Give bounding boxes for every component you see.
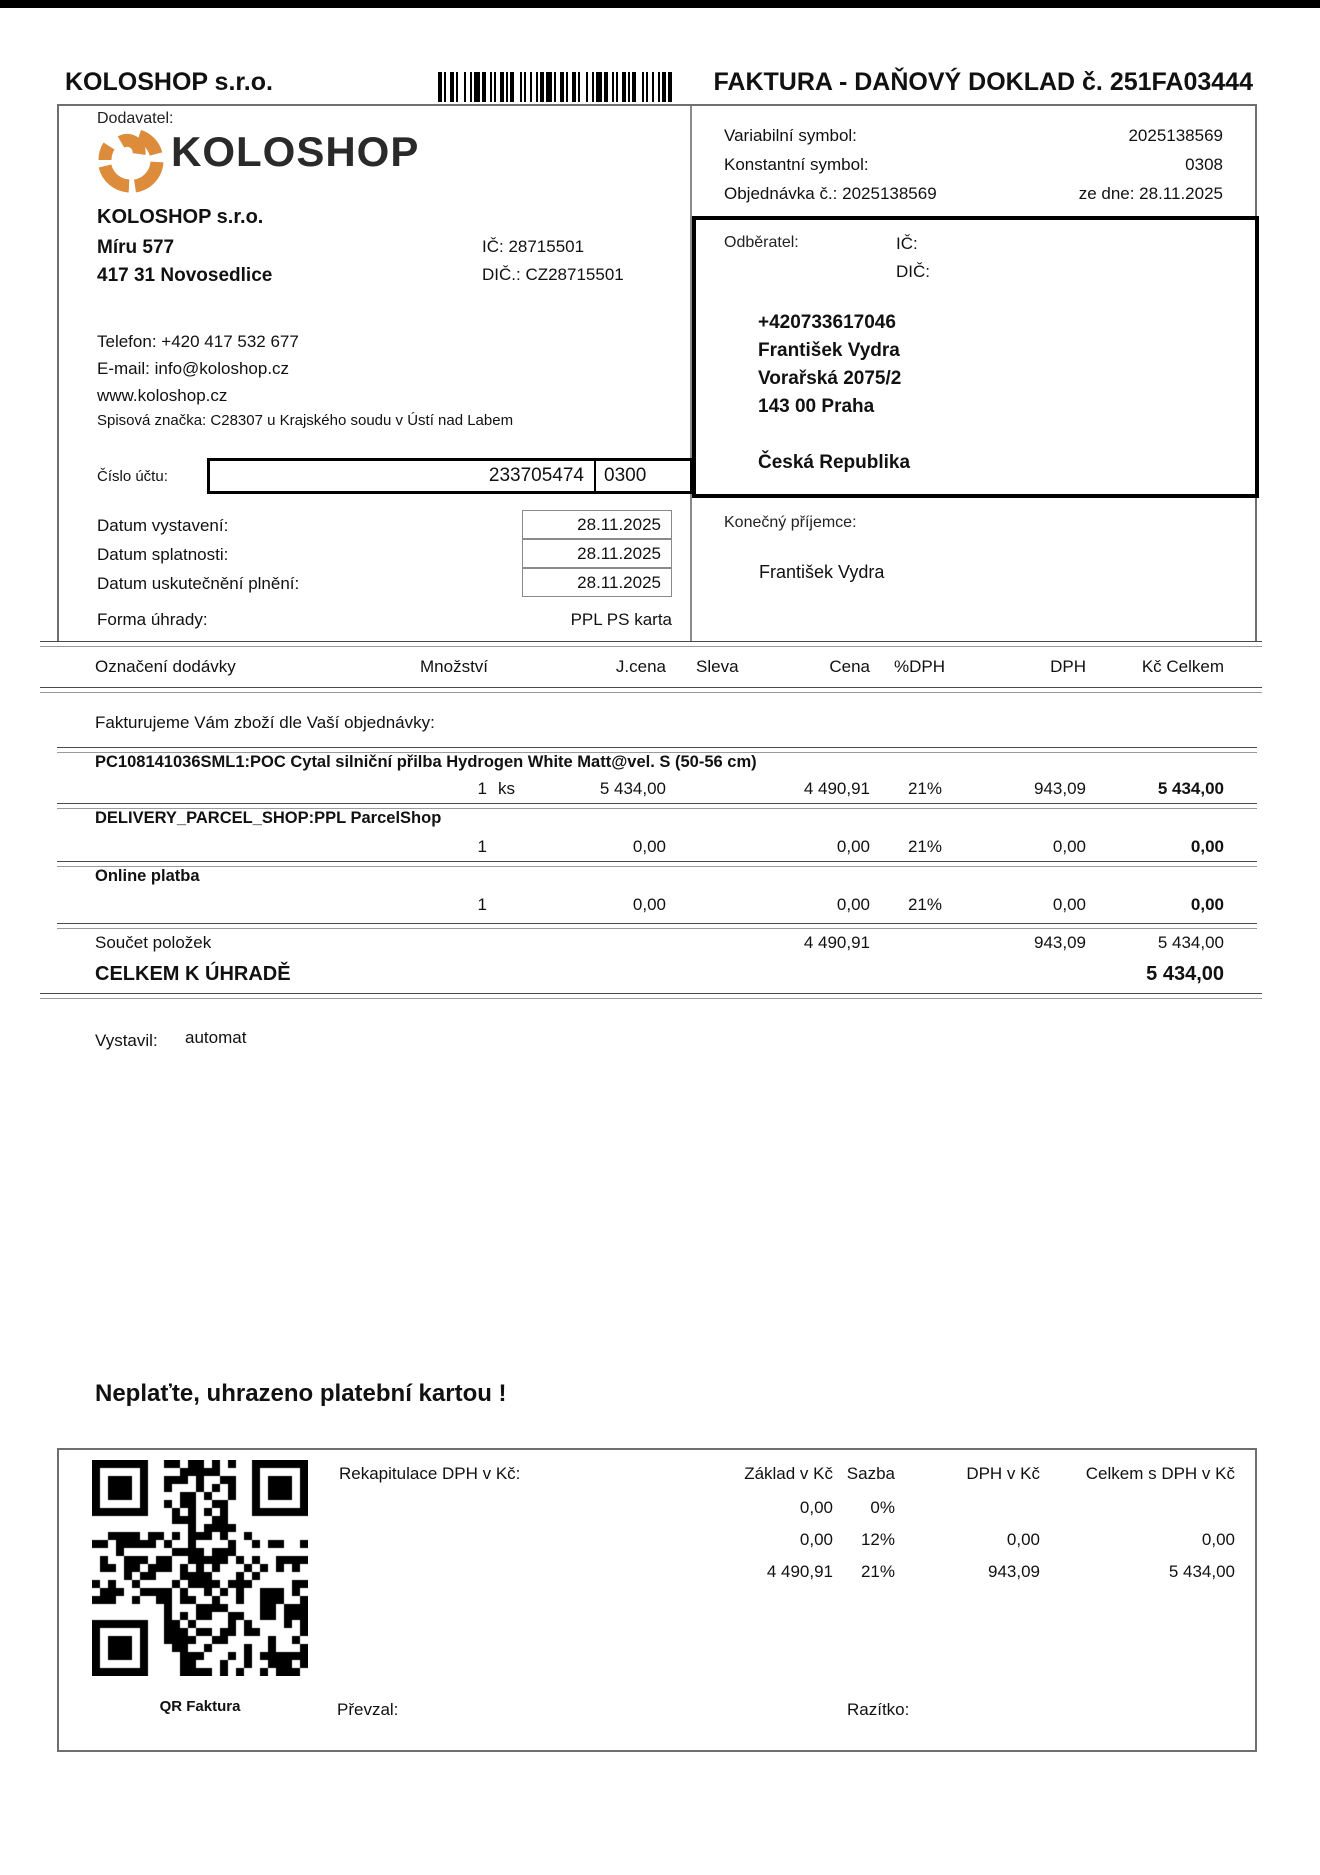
customer-box	[692, 216, 1259, 498]
table-rule-header-bottom	[40, 687, 1262, 693]
supplier-web: www.koloshop.cz	[97, 386, 228, 405]
supplier-section-label: Dodavatel:	[97, 110, 174, 127]
customer-section-label: Odběratel:	[724, 234, 799, 251]
col-header-vat-rate: %DPH	[894, 657, 946, 676]
col-header-price: Cena	[829, 657, 870, 676]
item-total: 0,00	[1190, 837, 1224, 856]
item-vat-rate: 21%	[907, 837, 942, 856]
customer-country: Česká Republika	[758, 452, 911, 473]
item-unit-price: 0,00	[632, 837, 666, 856]
stamp-label: Razítko:	[847, 1700, 910, 1719]
payment-method-label: Forma úhrady:	[97, 610, 208, 629]
date-supply-label: Datum uskutečnění plnění:	[97, 574, 300, 593]
item-vat-rate: 21%	[907, 779, 942, 798]
constant-symbol-label: Konstantní symbol:	[724, 155, 869, 174]
company-header: KOLOSHOP s.r.o.	[65, 68, 273, 96]
item-price: 4 490,91	[803, 779, 870, 798]
vat-col-total: Celkem s DPH v Kč	[1085, 1464, 1235, 1483]
item-total: 0,00	[1190, 895, 1224, 914]
received-by-label: Převzal:	[337, 1700, 399, 1719]
top-black-bar	[0, 0, 1320, 8]
payment-method-value: PPL PS karta	[570, 610, 672, 629]
item-qty: 1	[477, 837, 487, 856]
sum-label: Součet položek	[95, 933, 212, 952]
order-date: ze dne: 28.11.2025	[1078, 184, 1223, 203]
item-vat: 0,00	[1052, 895, 1086, 914]
item-name: Online platba	[95, 867, 200, 885]
grand-total-label: CELKEM K ÚHRADĚ	[95, 963, 291, 985]
item-total: 5 434,00	[1157, 779, 1224, 798]
vat-header-row	[59, 1464, 1255, 1488]
date-issue-label: Datum vystavení:	[97, 516, 229, 535]
supplier-name: KOLOSHOP s.r.o.	[97, 206, 264, 228]
supplier-registry: Spisová značka: C28307 u Krajského soudu v Ústí nad Labem	[97, 412, 514, 429]
item-unit-price: 5 434,00	[599, 779, 666, 798]
final-recipient-label: Konečný příjemce:	[724, 514, 857, 531]
supplier-dic: DIČ.: CZ28715501	[482, 265, 624, 284]
item-name: PC108141036SML1:POC Cytal silniční přilba Hydrogen White Matt@vel. S (50-56 cm)	[95, 753, 757, 771]
constant-symbol-value: 0308	[1185, 155, 1223, 174]
vat-rate: 0%	[870, 1498, 895, 1517]
item-vat-rate: 21%	[907, 895, 942, 914]
items-intro: Fakturujeme Vám zboží dle Vaší objednávky:	[95, 713, 435, 732]
item-values-row	[57, 779, 1257, 803]
date-issue-value: 28.11.2025	[522, 510, 672, 539]
supplier-email: E-mail: info@koloshop.cz	[97, 359, 290, 378]
col-header-discount: Sleva	[696, 657, 739, 676]
date-supply-value: 28.11.2025	[522, 568, 672, 597]
item-values-row	[57, 837, 1257, 861]
barcode-bars	[438, 72, 672, 102]
grand-total-value: 5 434,00	[1146, 963, 1224, 985]
grand-total-row	[57, 963, 1257, 987]
barcode-icon	[438, 72, 672, 102]
account-number: 233705474	[488, 465, 584, 486]
issued-by-label: Vystavil:	[95, 1031, 158, 1050]
item-price: 0,00	[836, 895, 870, 914]
order-number: Objednávka č.: 2025138569	[724, 184, 937, 203]
customer-ic-label: IČ:	[896, 234, 918, 253]
supplier-street: Míru 577	[97, 237, 175, 258]
final-recipient-name: František Vydra	[759, 562, 885, 582]
col-header-qty: Množství	[420, 657, 489, 676]
vat-col-rate: Sazba	[846, 1464, 895, 1483]
item-vat: 943,09	[1034, 779, 1086, 798]
issued-by-value: automat	[185, 1028, 247, 1047]
col-header-vat: DPH	[1050, 657, 1086, 676]
item-name: DELIVERY_PARCEL_SHOP:PPL ParcelShop	[95, 809, 442, 827]
customer-street: Vorařská 2075/2	[758, 368, 902, 389]
item-values-row	[57, 895, 1257, 919]
items-table	[57, 641, 1257, 1121]
sum-vat: 943,09	[1034, 933, 1086, 952]
item-vat: 0,00	[1052, 837, 1086, 856]
row-rule-3	[57, 861, 1257, 867]
col-header-unit-price: J.cena	[615, 657, 666, 676]
paid-note: Neplaťte, uhrazeno platební kartou !	[95, 1380, 507, 1407]
koloshop-logo-icon	[95, 126, 167, 194]
table-rule-bottom	[40, 993, 1262, 999]
date-due-value: 28.11.2025	[522, 539, 672, 568]
koloshop-logo-text: KOLOSHOP	[171, 128, 420, 175]
supplier-city: 417 31 Novosedlice	[97, 265, 273, 286]
item-price: 0,00	[836, 837, 870, 856]
variable-symbol-value: 2025138569	[1128, 126, 1223, 145]
customer-dic-label: DIČ:	[896, 262, 930, 281]
supplier-phone: Telefon: +420 417 532 677	[97, 332, 299, 351]
item-qty: 1	[477, 779, 487, 798]
date-due-label: Datum splatnosti:	[97, 545, 229, 564]
upper-section	[57, 104, 1257, 641]
vat-total: 0,00	[1201, 1530, 1235, 1549]
table-rule-top	[40, 641, 1262, 647]
vat-rate: 12%	[860, 1530, 895, 1549]
sum-price: 4 490,91	[803, 933, 870, 952]
vat-row	[59, 1498, 1255, 1522]
vat-total: 5 434,00	[1168, 1562, 1235, 1581]
item-unit: ks	[498, 779, 515, 798]
customer-city: 143 00 Praha	[758, 396, 875, 417]
item-unit-price: 0,00	[632, 895, 666, 914]
vat-col-vat: DPH v Kč	[966, 1464, 1040, 1483]
vat-row	[59, 1530, 1255, 1554]
account-number-box	[207, 458, 693, 494]
supplier-ic: IČ: 28715501	[482, 237, 585, 256]
vat-base: 0,00	[799, 1530, 833, 1549]
vat-vat: 0,00	[1006, 1530, 1040, 1549]
row-rule-4	[57, 923, 1257, 929]
items-header-row	[57, 657, 1257, 681]
account-label: Číslo účtu:	[97, 468, 168, 485]
col-header-name: Označení dodávky	[95, 657, 236, 676]
variable-symbol-label: Variabilní symbol:	[724, 126, 857, 145]
vat-col-base: Základ v Kč	[744, 1464, 833, 1483]
vat-base: 0,00	[799, 1498, 833, 1517]
vat-vat: 943,09	[988, 1562, 1040, 1581]
vat-recap-label: Rekapitulace DPH v Kč:	[339, 1464, 521, 1483]
sum-row	[57, 933, 1257, 957]
bank-code: 0300	[604, 465, 647, 486]
sum-total: 5 434,00	[1157, 933, 1224, 952]
col-header-total: Kč Celkem	[1141, 657, 1224, 676]
vat-row	[59, 1562, 1255, 1586]
customer-phone: +420733617046	[758, 312, 896, 333]
item-qty: 1	[477, 895, 487, 914]
footer-section	[57, 1448, 1257, 1752]
invoice-title: FAKTURA - DAŇOVÝ DOKLAD č. 251FA03444	[713, 68, 1253, 96]
vat-base: 4 490,91	[766, 1562, 833, 1581]
vat-rate: 21%	[860, 1562, 895, 1581]
customer-name: František Vydra	[758, 340, 900, 361]
qr-label: QR Faktura	[159, 1698, 241, 1715]
